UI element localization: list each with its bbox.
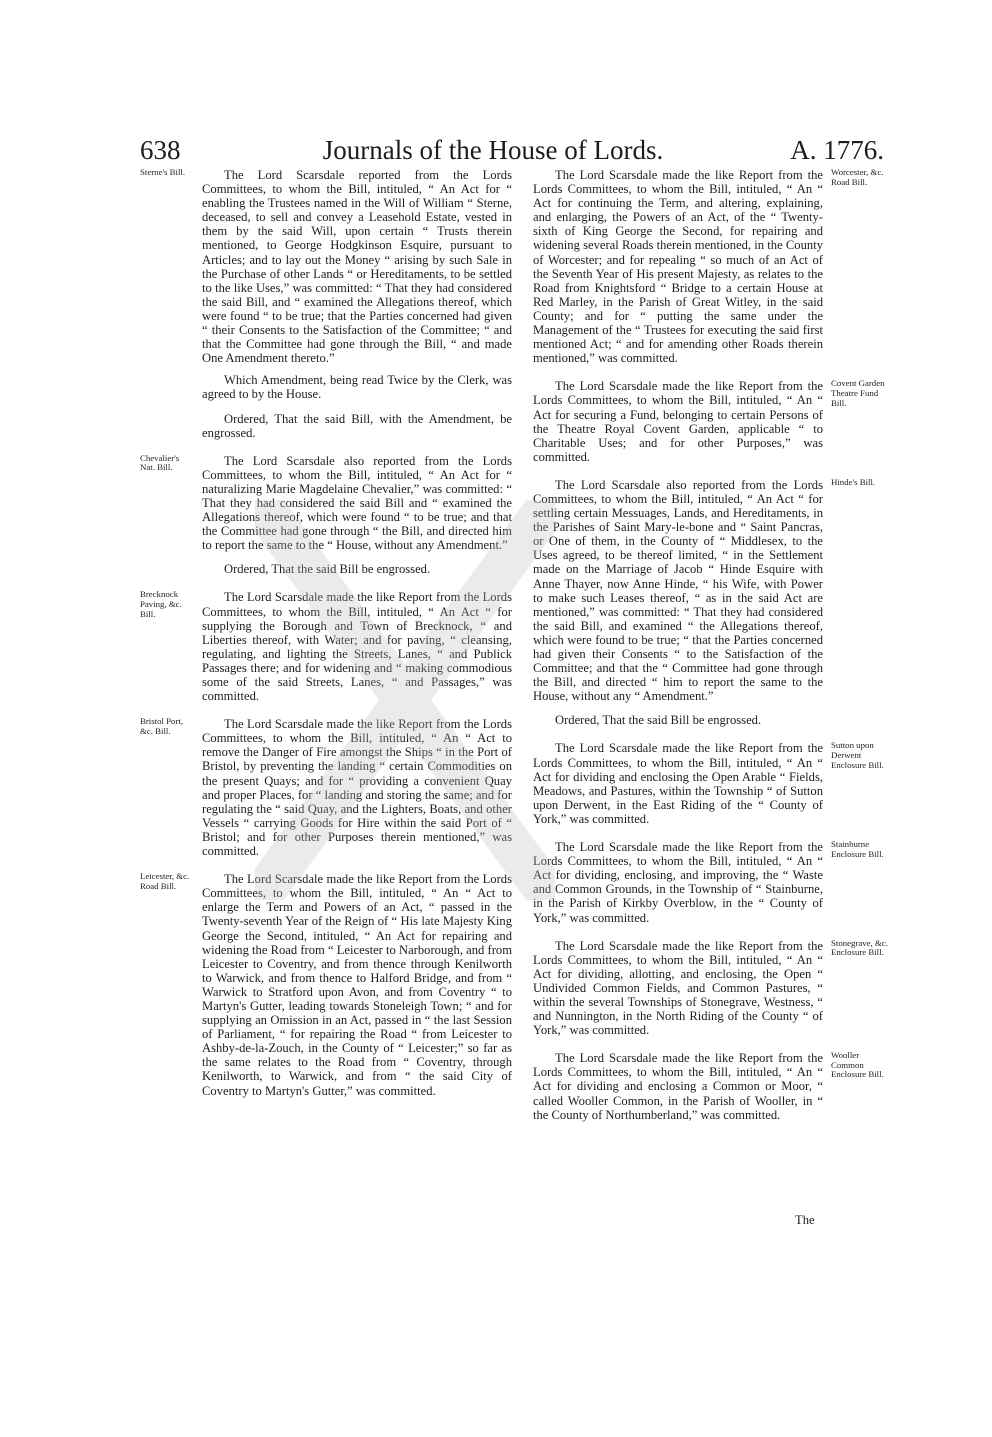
ordered-paragraph: Ordered, That the said Bill be engrossed. — [224, 562, 431, 577]
ordered-paragraph: Ordered, That the said Bill, with the Amendment, be engrossed. — [202, 411, 512, 440]
report-paragraph: The Lord Scarsdale made the like Report from the Lords Committees, to whom the Bill, intituled, “ An “ Act for securing a Fund, belonging to certain Persons of the Theatre Royal Covent Garden, applicable “ to Charitable Uses; and for other Purposes,” was committed. — [533, 379, 823, 464]
margin-note: Brecknock Paving, &c. Bill. — [140, 589, 182, 619]
bill-entry — [140, 589, 512, 704]
report-paragraph: Which Amendment, being read Twice by the Clerk, was agreed to by the House. — [202, 373, 512, 402]
bill-entry — [140, 167, 512, 440]
margin-note: Worcester, &c. Road Bill. — [831, 167, 884, 187]
margin-note: Bristol Port, &c. Bill. — [140, 716, 184, 736]
margin-note: Stonegrave, &c. Enclosure Bill. — [831, 937, 888, 958]
margin-note: Covent Garden Theatre Fund Bill. — [831, 378, 885, 408]
margin-note: Sterne's Bill. — [140, 167, 186, 177]
report-paragraph: The Lord Scarsdale made the like Report from the Lords Committees, to whom the Bill, intituled, “ An “ Act to enlarge the Term and Powers of an Act, “ passed in the Twenty-seventh Year of the Reign of “ His late Majesty King George the Second, intituled, “ An Act for repairing and widening the Road from “ Leicester to Narborough, and from Leicester to Coventry, and from thence through Kenilworth to Warwick, and from thence to Halford Bridge, and from “ Warwick to Stratford upon Avon, and from Coventry “ to Martyn's Gutter, leading towards Stoneleigh Town; “ and for supplying an Omission in an Act, passed in “ the last Session of Parliament, “ for repairing the Road “ from Leicester to Ashby-de-la-Zouch, in the County of “ Leicester;” so far as the same relates to the Road from “ Coventry, through Kenilworth, to Warwick, and from “ the said City of Coventry to Martyn's Gutter,” was committed. — [202, 872, 512, 1098]
report-paragraph: The Lord Scarsdale made the like Report from the Lords Committees, to whom the Bill, intituled, “ An Act “ for supplying the Borough and Town of Brecknock, “ and Liberties thereof, with Water; and for paving, “ cleansing, regulating, and lighting the Streets, Lanes, “ and Publick Passages there; and for widening and “ making commodious some of the said Streets, Lanes, “ and Passages,” was committed. — [202, 590, 512, 704]
margin-note: Stainburne Enclosure Bill. — [831, 839, 884, 859]
right-column — [533, 167, 888, 1136]
page-number: 638 — [140, 135, 181, 165]
report-paragraph: The Lord Scarsdale made the like Report from the Lords Committees, to whom the Bill, intituled, “ An “ Act for dividing, enclosing, and improving, the “ Waste and Common Grounds, in the Township of “ Stainburne, in the Parish of Kirkby Overblow, in the “ County of York,” was committed. — [533, 840, 823, 925]
margin-note: Chevalier's Nat. Bill. — [140, 452, 180, 473]
report-paragraph: The Lord Scarsdale made the like Report from the Lords Committees, to whom the Bill, intituled, “ An “ Act to remove the Danger of Fire amongst the Ships “ in the Port of Bristol, by preventing the landing “ certain Commodities on the present Quays; and for “ providing a convenient Quay and proper Places, for “ landing and storing the same; and for regulating the “ said Quay, and the Lighters, Boats, and other Vessels “ carrying Goods for Hire within the said Port of “ Bristol; and for other Purposes therein mentioned,” was committed. — [202, 717, 512, 859]
running-title: Journals of the House of Lords. — [322, 135, 664, 165]
bill-entry — [140, 871, 512, 1098]
bill-entry — [140, 716, 512, 859]
catchword: The — [795, 1213, 815, 1227]
report-paragraph: The Lord Scarsdale made the like Report from the Lords Committees, to whom the Bill, intituled, “ An “ Act for dividing and enclosing a Common or Moor, “ called Wooller Common, in the Parish of Wooller, in “ the County of Northumberland,” was committed. — [533, 1051, 823, 1122]
bill-entry — [533, 167, 884, 366]
report-paragraph: The Lord Scarsdale made the like Report from the Lords Committees, to whom the Bill, intituled, “ An “ Act for dividing, allotting, and enclosing, the Open “ Undivided Common Fields, and Common Pastures, “ within the several Townships of Stonegrave, Westness, “ and Nunnington, in the North Riding of the County “ of York,” was committed. — [533, 938, 823, 1038]
margin-note: Leicester, &c. Road Bill. — [140, 871, 190, 891]
report-paragraph: The Lord Scarsdale made the like Report from the Lords Committees, to whom the Bill, intituled, “ An “ Act for dividing and enclosing the Open Arable “ Fields, Meadows, and Pastures, within the Township “ of Sutton upon Derwent, in the East Riding of the “ County of York,” was committed. — [533, 741, 823, 826]
margin-note: Sutton upon Derwent Enclosure Bill. — [831, 740, 884, 770]
margin-note: Hinde's Bill. — [831, 476, 876, 487]
report-paragraph: The Lord Scarsdale also reported from the Lords Committees, to whom the Bill, intituled, “ An Act “ for settling certain Messuages, Lands, and Hereditaments, in the Parishes of Saint Mary-le-bone and “ Saint Pancras, or One of them, in the County of “ Middlesex, to the Uses agreed, to be thereof limited, “ in the Settlement made on the Marriage of Jacob “ Hinde Esquire with Anne Thayer, now Anne Hinde, “ his Wife, with Power to make such Leases thereof, “ as in the said Act are mentioned,” was committed: “ That they had considered the said Bill, and examined “ the Allegations thereof, which were found to be true; “ that the Parties concerned had given their Consents “ to the Satisfaction of the Committee; and that the “ Committee had gone through the Bill, and directed “ him to report the same to the House, without any “ Amendment.” — [533, 477, 823, 704]
left-column — [140, 167, 512, 1112]
bill-entry — [533, 740, 884, 826]
margin-note: Wooller Common Enclosure Bill. — [831, 1050, 884, 1080]
report-paragraph: The Lord Scarsdale reported from the Lords Committees, to whom the Bill, intituled, “ An Act for “ enabling the Trustees named in the Will of William “ Sterne, deceased, to sell and convey a Leasehold Estate, vested in them by the said Will, upon certain “ Trusts therein mentioned, to George Hodgkinson Esquire, pursuant to Articles; and to lay out the Money “ arising by such Sale in the Purchase of other Lands “ or Hereditaments, to be settled to the like Uses,” was committed: “ That they had considered the said Bill, and “ examined the Allegations thereof, which were found “ to be true; that the Parties concerned had given “ their Consents to the Satisfaction of the Committee; “ and that the Committee had gone through the Bill, “ and made One Amendment thereto.” — [202, 168, 512, 366]
bill-entry — [140, 452, 512, 577]
bill-entry — [533, 378, 885, 464]
report-paragraph: The Lord Scarsdale also reported from the Lords Committees, to whom the Bill, intituled, “ An Act for “ naturalizing Marie Magdelaine Chevalier,” was committed: “ That they had considered the said Bill and “ examined the Allegations thereof, which were found “ to be true; and that the Committee had gone through “ the Bill, and directed him to report the same to the “ House, without any Amendment.” — [202, 453, 512, 553]
year-heading: A. 1776. — [790, 135, 884, 165]
bill-entry — [533, 937, 888, 1038]
ordered-paragraph: Ordered, That the said Bill be engrossed. — [555, 713, 762, 728]
report-paragraph: The Lord Scarsdale made the like Report from the Lords Committees, to whom the Bill, intituled, “ An “ Act for continuing the Term, and altering, explaining, and enlarging, the Powers of an Act, of the “ Twenty-sixth of King George the Second, for repairing and widening several Roads therein mentioned, in the County of Worcester; and for repealing “ so much of an Act of the Seventh Year of His present Majesty, as relates to the Road from Knightsford “ Bridge to a certain House at Red Marley, in the Parish of Great Witley, in the said County; and for “ putting the same under the Management of the “ Trustees for executing the said first mentioned Act; “ and for amending other Roads therein mentioned,” was committed. — [533, 168, 823, 366]
bill-entry — [533, 476, 876, 728]
bill-entry — [533, 839, 884, 925]
bill-entry — [533, 1050, 884, 1122]
